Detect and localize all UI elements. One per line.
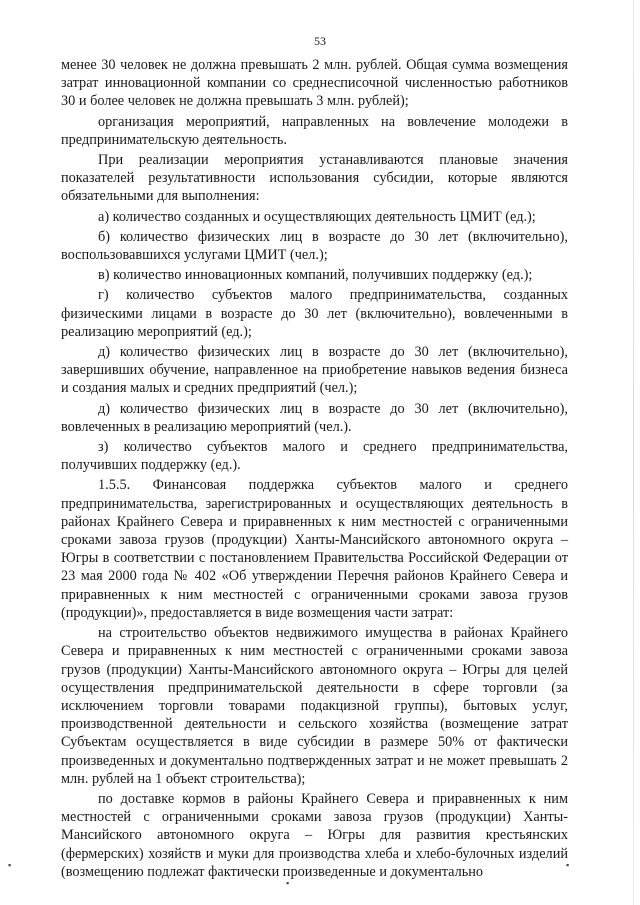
scan-dot-mark: ▪: [8, 860, 12, 870]
scan-dot-mark: ▪: [286, 878, 290, 888]
list-item: д) количество физических лиц в возрасте до 30 лет (включительно), вовлеченных в реализацию мероприятий (чел.).: [61, 400, 568, 435]
paragraph: При реализации мероприятия устанавливаются плановые значения показателей результативности использования субсидии, которые являются обязательными для выполнения:: [61, 152, 568, 205]
page-number: 53: [314, 34, 326, 48]
paragraph: на строительство объектов недвижимого имущества в районах Крайнего Севера и приравненных к ним местностей с ограниченными сроками завоза грузов (продукции) Ханты-Мансийского автономного округа – Югры для целей осуществления предпринимательской деятельности в сфере торговли (за исключением торговли товарами подакцизной группы), бытовых услуг, производственной деятельности и сельского хозяйства (возмещение затрат Субъектам осуществляется в виде субсидии в размере 50% от фактически произведенных и документально подтвержденных затрат и не может превышать 2 млн. рублей на 1 объект строительства);: [61, 625, 568, 787]
section-paragraph: 1.5.5. Финансовая поддержка субъектов малого и среднего предпринимательства, зарегистрированных и осуществляющих деятельность в районах Крайнего Севера и приравненных к ним местностей с ограниченными сроками завоза грузов (продукции) Ханты-Мансийского автономного округа – Югры в соответствии с постановлением Правительства Российской Федерации от 23 мая 2000 года № 402 «Об утверждении Перечня районов Крайнего Севера и приравненных к ним местностей с ограниченными сроками завоза грузов (продукции)», предоставляется в виде возмещения части затрат:: [61, 477, 568, 621]
list-item: з) количество субъектов малого и среднего предпринимательства, получивших поддержку (ед.).: [61, 439, 568, 474]
scan-edge-shadow: [633, 0, 634, 905]
list-item: б) количество физических лиц в возрасте до 30 лет (включительно), воспользовавшихся услугами ЦМИТ (чел.);: [61, 228, 568, 264]
list-item: д) количество физических лиц в возрасте до 30 лет (включительно), завершивших обучение, направленное на приобретение навыков ведения бизнеса и создания малых и средних предприятий (чел.);: [61, 344, 568, 397]
document-body: [61, 56, 568, 883]
paragraph: организация мероприятий, направленных на вовлечение молодежи в предпринимательскую деятельность.: [61, 113, 568, 148]
list-item: г) количество субъектов малого предпринимательства, созданных физическими лицами в возрасте до 30 лет (включительно), вовлеченными в реализацию мероприятий (ед.);: [61, 287, 568, 340]
paragraph: менее 30 человек не должна превышать 2 млн. рублей. Общая сумма возмещения затрат инновационной компании со среднесписочной численностью работников 30 и более человек не должна превышать 3 млн. рублей);: [61, 57, 568, 110]
scan-dot-mark: ▪: [566, 860, 570, 870]
list-item: в) количество инновационных компаний, получивших поддержку (ед.);: [98, 267, 533, 284]
paragraph: по доставке кормов в районы Крайнего Севера и приравненных к ним местностей с ограниченными сроками завоза грузов (продукции) Ханты-Мансийского автономного округа – Югры для развития крестьянских (фермерских) хозяйств и муки для производства хлеба и хлебо-булочных изделий (возмещению подлежат фактически произведенные и документально: [61, 790, 568, 880]
list-item: а) количество созданных и осуществляющих деятельность ЦМИТ (ед.);: [98, 208, 536, 225]
